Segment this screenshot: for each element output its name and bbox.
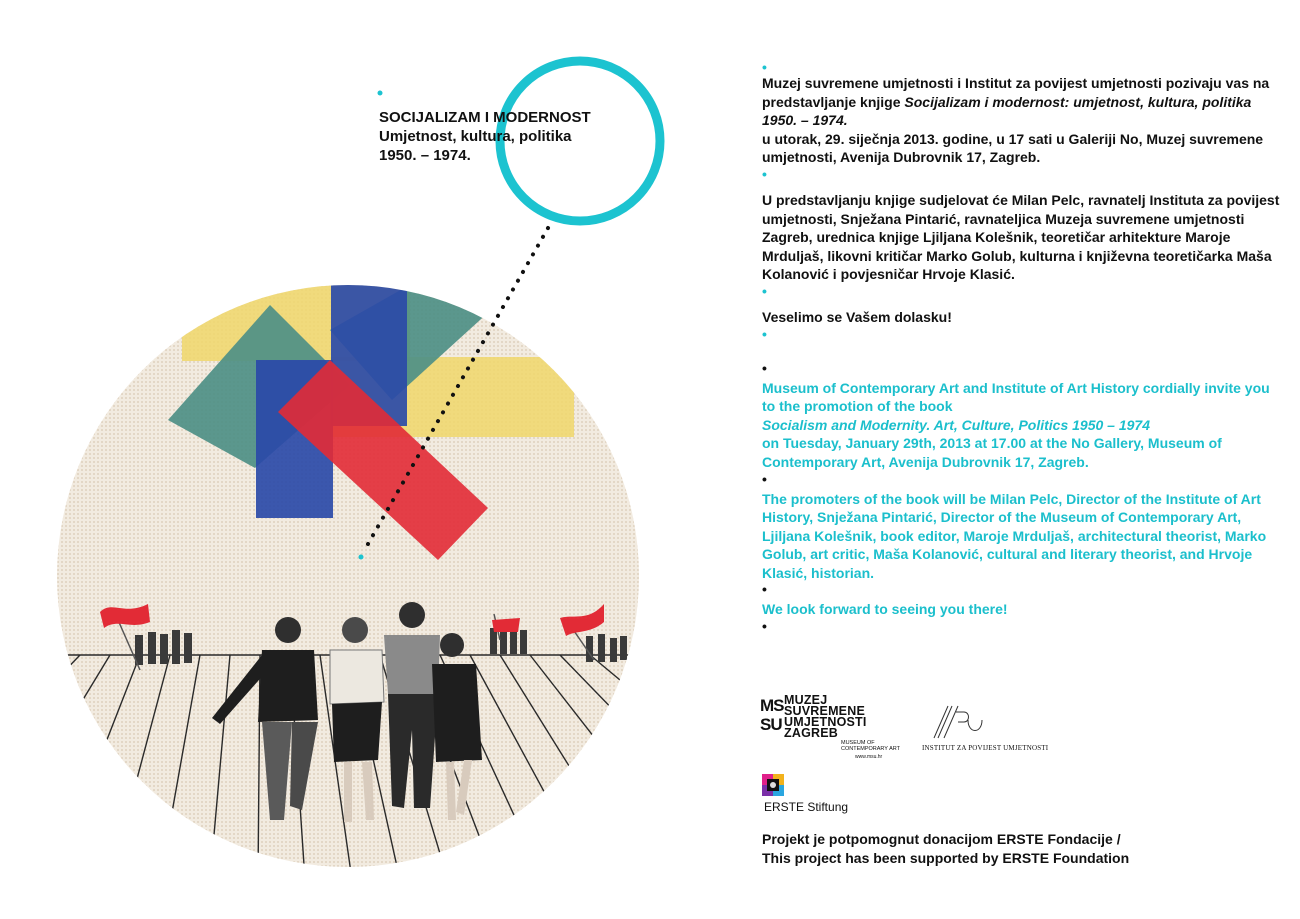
croatian-paragraph-2: U predstavljanju knjige sudjelovat će Milan Pelc, ravnatelj Instituta za povijest umjetnosti, Snježana Pintarić, ravnateljica Muzeja suvremene umjetnosti Zagreb, urednica knjige Ljiljana Kolešnik, teoretičar arhitekture Maroje Mrduljaš, likovni kritičar Marko Golub, kulturna i književna teoretičarka Maša Kolanović i povjesničar Hrvoje Klasić. xyxy=(762,191,1280,283)
msu-sub-line: CONTEMPORARY ART xyxy=(841,746,900,752)
msu-mark xyxy=(760,696,784,738)
erste-label: ERSTE Stiftung xyxy=(764,800,849,814)
msu-name xyxy=(784,695,867,739)
croatian-section xyxy=(762,60,1282,341)
msu-name-line: ZAGREB xyxy=(784,726,838,740)
ipu-label: INSTITUT ZA POVIJEST UMJETNOSTI xyxy=(922,744,1049,752)
erste-mark-icon xyxy=(762,774,784,796)
msu-name-line: SUVREMENE xyxy=(784,704,865,718)
croatian-date-venue: u utorak, 29. siječnja 2013. godine, u 17 sati u Galeriji No, Muzej suvremene umjetnosti, Avenija Dubrovnik 17, Zagreb. xyxy=(762,130,1264,166)
croatian-paragraph-3: Veselimo se Vašem dolasku! xyxy=(762,308,952,325)
msu-url: www.msu.hr xyxy=(855,754,883,760)
turquoise-dot-small xyxy=(359,555,364,560)
bullet-dot xyxy=(762,619,1282,633)
english-date-venue: on Tuesday, January 29th, 2013 at 17.00 at the No Gallery, Museum of Contemporary Art, Avenija Dubrovnik 17, Zagreb. xyxy=(762,435,1222,470)
invitation-text xyxy=(762,60,1282,633)
croatian-paragraph-1 xyxy=(762,74,1282,167)
bullet-dot xyxy=(762,284,1282,298)
english-paragraph-3: We look forward to seeing you there! xyxy=(762,601,1008,618)
support-line-croatian: Projekt je potpomognut donacijom ERSTE Fondacije / xyxy=(762,831,1121,847)
english-paragraph-1 xyxy=(762,379,1282,472)
ipu-logo xyxy=(922,700,1049,760)
title-subtitle: Umjetnost, kultura, politika xyxy=(379,128,572,145)
msu-name-line: UMJETNOSTI xyxy=(784,715,867,729)
croatian-book-title: Socijalizam i modernost: umjetnost, kultura, politika 1950. – 1974. xyxy=(762,93,1252,129)
croatian-intro: Muzej suvremene umjetnosti i Institut za povijest umjetnosti pozivaju vas na predstavljanje knjige xyxy=(762,75,1270,110)
bullet-dot xyxy=(762,167,1282,181)
msu-sub-line: MUSEUM OF xyxy=(841,740,875,746)
bullet-dot xyxy=(762,327,1282,341)
support-line-english: This project has been supported by ERSTE Foundation xyxy=(762,850,1130,866)
poster-title xyxy=(379,108,699,165)
erste-logo xyxy=(762,774,922,818)
msu-logo xyxy=(760,692,900,762)
title-main: SOCIJALIZAM I MODERNOST xyxy=(379,109,591,126)
bullet-dot xyxy=(762,582,1282,596)
title-years: 1950. – 1974. xyxy=(379,147,471,164)
msu-subtitle xyxy=(841,740,900,752)
msu-mark-top: MS xyxy=(760,696,784,715)
support-note xyxy=(762,830,1282,868)
english-intro: Museum of Contemporary Art and Institute of Art History cordially invite you to the promotion of the book xyxy=(762,379,1270,415)
bullet-dot xyxy=(762,472,1282,486)
turquoise-dot-title xyxy=(378,91,383,96)
msu-name-line: MUZEJ xyxy=(784,693,828,707)
english-book-title: Socialism and Modernity. Art, Culture, Politics 1950 – 1974 xyxy=(762,416,1150,433)
bullet-dot xyxy=(762,60,1282,74)
bullet-dot xyxy=(762,361,1282,375)
english-paragraph-2: The promoters of the book will be Milan Pelc, Director of the Institute of Art History, Snježana Pintarić, Director of the Museum of Contemporary Art, Ljiljana Kolešnik, book editor, Maroje Mrduljaš, architectural theorist, Marko Golub, art critic, Maša Kolanović, cultural and literary theorist, and Hrvoje Klasić, historian. xyxy=(762,490,1267,581)
msu-mark-bottom: SU xyxy=(760,715,782,734)
ipu-mark-icon xyxy=(922,700,992,742)
english-section xyxy=(762,361,1282,634)
